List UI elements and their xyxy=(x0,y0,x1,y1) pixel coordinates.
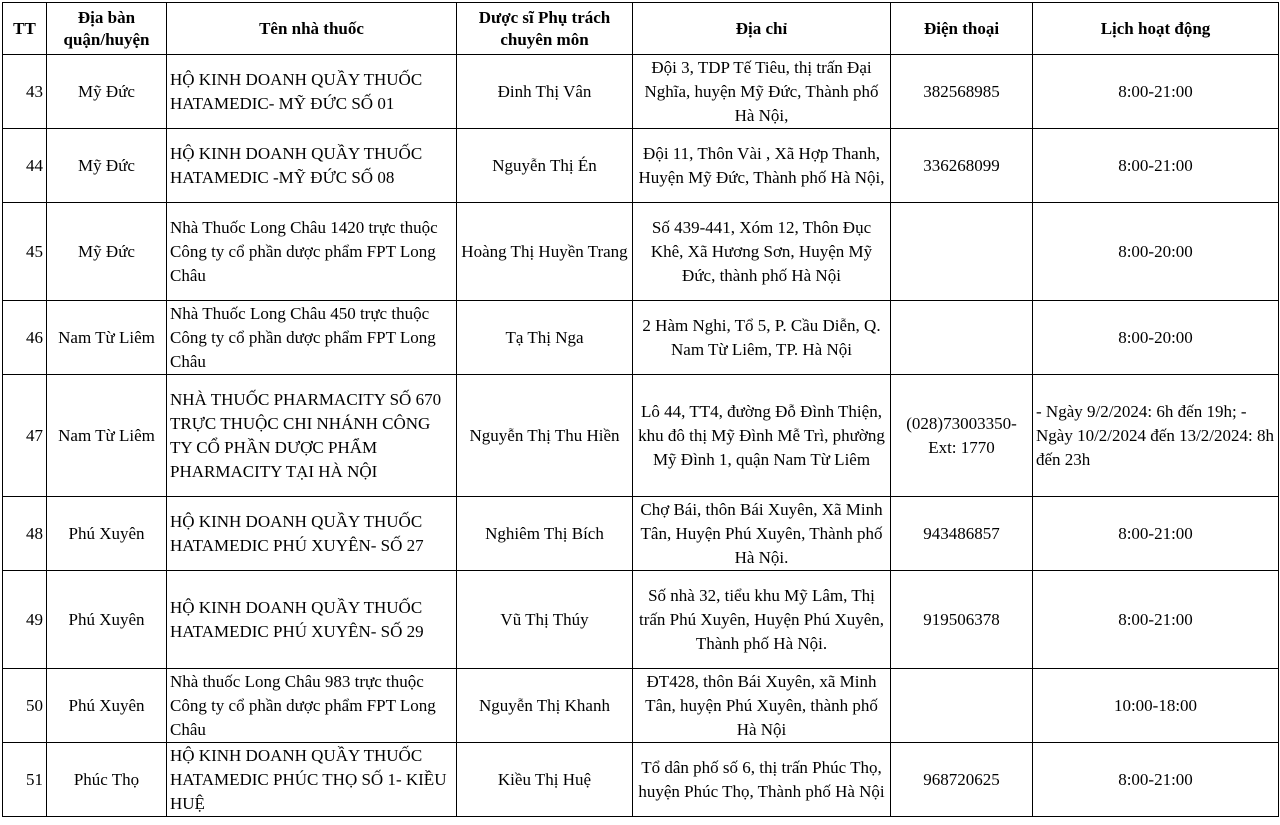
cell-address: Chợ Bái, thôn Bái Xuyên, Xã Minh Tân, Huyện Phú Xuyên, Thành phố Hà Nội. xyxy=(633,497,891,571)
cell-district: Mỹ Đức xyxy=(47,55,167,129)
header-pharmacist: Dược sĩ Phụ trách chuyên môn xyxy=(457,3,633,55)
cell-phone xyxy=(891,203,1033,301)
header-hours: Lịch hoạt động xyxy=(1033,3,1279,55)
table-row xyxy=(3,55,1279,129)
cell-district: Nam Từ Liêm xyxy=(47,301,167,375)
cell-pharmacy: HỘ KINH DOANH QUẦY THUỐC HATAMEDIC PHÚ XUYÊN- SỐ 29 xyxy=(167,571,457,669)
pharmacy-table xyxy=(2,2,1279,817)
cell-hours: 8:00-20:00 xyxy=(1033,301,1279,375)
table-row xyxy=(3,129,1279,203)
cell-address: Tổ dân phố số 6, thị trấn Phúc Thọ, huyện Phúc Thọ, Thành phố Hà Nội xyxy=(633,743,891,817)
header-district: Địa bàn quận/huyện xyxy=(47,3,167,55)
cell-address: Lô 44, TT4, đường Đỗ Đình Thiện, khu đô thị Mỹ Đình Mễ Trì, phường Mỹ Đình 1, quận Nam Từ Liêm xyxy=(633,375,891,497)
cell-pharmacy: HỘ KINH DOANH QUẦY THUỐC HATAMEDIC- MỸ ĐỨC SỐ 01 xyxy=(167,55,457,129)
cell-district: Nam Từ Liêm xyxy=(47,375,167,497)
cell-phone xyxy=(891,301,1033,375)
cell-pharmacist: Nguyễn Thị Én xyxy=(457,129,633,203)
cell-tt: 48 xyxy=(3,497,47,571)
cell-phone: 968720625 xyxy=(891,743,1033,817)
cell-address: Số 439-441, Xóm 12, Thôn Đục Khê, Xã Hương Sơn, Huyện Mỹ Đức, thành phố Hà Nội xyxy=(633,203,891,301)
cell-pharmacist: Nguyễn Thị Thu Hiền xyxy=(457,375,633,497)
cell-phone: (028)73003350- Ext: 1770 xyxy=(891,375,1033,497)
cell-phone: 943486857 xyxy=(891,497,1033,571)
cell-pharmacist: Vũ Thị Thúy xyxy=(457,571,633,669)
cell-pharmacist: Nghiêm Thị Bích xyxy=(457,497,633,571)
cell-phone: 336268099 xyxy=(891,129,1033,203)
cell-district: Mỹ Đức xyxy=(47,203,167,301)
cell-hours: - Ngày 9/2/2024: 6h đến 19h; - Ngày 10/2/2024 đến 13/2/2024: 8h đến 23h xyxy=(1033,375,1279,497)
cell-hours: 8:00-21:00 xyxy=(1033,571,1279,669)
cell-district: Phúc Thọ xyxy=(47,743,167,817)
table-row xyxy=(3,571,1279,669)
table-row xyxy=(3,301,1279,375)
cell-phone: 382568985 xyxy=(891,55,1033,129)
cell-tt: 44 xyxy=(3,129,47,203)
cell-address: Số nhà 32, tiểu khu Mỹ Lâm, Thị trấn Phú Xuyên, Huyện Phú Xuyên, Thành phố Hà Nội. xyxy=(633,571,891,669)
cell-phone: 919506378 xyxy=(891,571,1033,669)
cell-tt: 49 xyxy=(3,571,47,669)
cell-tt: 47 xyxy=(3,375,47,497)
cell-pharmacist: Hoàng Thị Huyền Trang xyxy=(457,203,633,301)
cell-district: Phú Xuyên xyxy=(47,497,167,571)
cell-tt: 43 xyxy=(3,55,47,129)
cell-address: ĐT428, thôn Bái Xuyên, xã Minh Tân, huyện Phú Xuyên, thành phố Hà Nội xyxy=(633,669,891,743)
table-row xyxy=(3,669,1279,743)
cell-address: Đội 3, TDP Tế Tiêu, thị trấn Đại Nghĩa, huyện Mỹ Đức, Thành phố Hà Nội, xyxy=(633,55,891,129)
cell-pharmacist: Nguyễn Thị Khanh xyxy=(457,669,633,743)
cell-pharmacy: HỘ KINH DOANH QUẦY THUỐC HATAMEDIC -MỸ ĐỨC SỐ 08 xyxy=(167,129,457,203)
header-phone: Điện thoại xyxy=(891,3,1033,55)
cell-pharmacy: NHÀ THUỐC PHARMACITY SỐ 670 TRỰC THUỘC CHI NHÁNH CÔNG TY CỔ PHẦN DƯỢC PHẨM PHARMACITY TẠI HÀ NỘI xyxy=(167,375,457,497)
header-address: Địa chỉ xyxy=(633,3,891,55)
cell-pharmacy: HỘ KINH DOANH QUẦY THUỐC HATAMEDIC PHÚ XUYÊN- SỐ 27 xyxy=(167,497,457,571)
cell-hours: 8:00-21:00 xyxy=(1033,55,1279,129)
cell-pharmacist: Đinh Thị Vân xyxy=(457,55,633,129)
cell-pharmacy: Nhà Thuốc Long Châu 1420 trực thuộc Công ty cổ phần dược phẩm FPT Long Châu xyxy=(167,203,457,301)
cell-tt: 50 xyxy=(3,669,47,743)
cell-hours: 8:00-21:00 xyxy=(1033,497,1279,571)
cell-hours: 8:00-21:00 xyxy=(1033,129,1279,203)
cell-pharmacy: HỘ KINH DOANH QUẦY THUỐC HATAMEDIC PHÚC THỌ SỐ 1- KIỀU HUỆ xyxy=(167,743,457,817)
cell-pharmacist: Tạ Thị Nga xyxy=(457,301,633,375)
table-row xyxy=(3,203,1279,301)
cell-pharmacy: Nhà thuốc Long Châu 983 trực thuộc Công ty cổ phần dược phẩm FPT Long Châu xyxy=(167,669,457,743)
cell-pharmacy: Nhà Thuốc Long Châu 450 trực thuộc Công ty cổ phần dược phẩm FPT Long Châu xyxy=(167,301,457,375)
header-pharmacy: Tên nhà thuốc xyxy=(167,3,457,55)
cell-district: Phú Xuyên xyxy=(47,669,167,743)
table-row xyxy=(3,743,1279,817)
cell-address: Đội 11, Thôn Vài , Xã Hợp Thanh, Huyện Mỹ Đức, Thành phố Hà Nội, xyxy=(633,129,891,203)
cell-hours: 8:00-20:00 xyxy=(1033,203,1279,301)
table-row xyxy=(3,375,1279,497)
table-row xyxy=(3,497,1279,571)
cell-tt: 51 xyxy=(3,743,47,817)
cell-district: Mỹ Đức xyxy=(47,129,167,203)
cell-pharmacist: Kiều Thị Huệ xyxy=(457,743,633,817)
cell-hours: 10:00-18:00 xyxy=(1033,669,1279,743)
header-row xyxy=(3,3,1279,55)
cell-address: 2 Hàm Nghi, Tổ 5, P. Cầu Diễn, Q. Nam Từ Liêm, TP. Hà Nội xyxy=(633,301,891,375)
header-tt: TT xyxy=(3,3,47,55)
cell-hours: 8:00-21:00 xyxy=(1033,743,1279,817)
cell-phone xyxy=(891,669,1033,743)
cell-tt: 45 xyxy=(3,203,47,301)
cell-tt: 46 xyxy=(3,301,47,375)
cell-district: Phú Xuyên xyxy=(47,571,167,669)
